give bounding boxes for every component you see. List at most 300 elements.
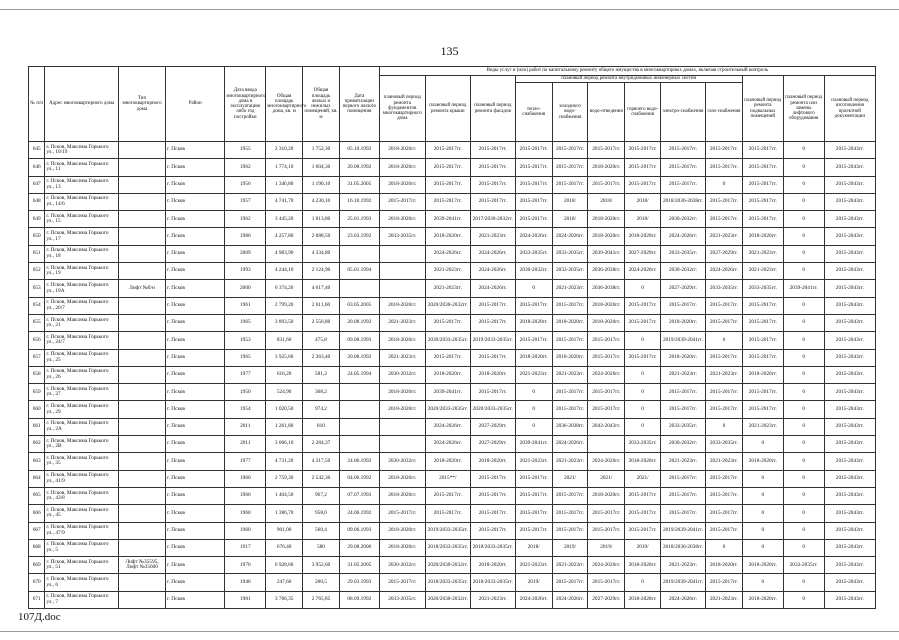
table-row [29,505,876,522]
row-basement: 0 [742,522,783,539]
row-sewer: 2024-2026гг. [588,557,625,574]
row-roof: 2021-2023гг. [425,280,470,297]
row-heat: 0 [515,401,552,418]
row-cold-water: 2015-2017гг. [552,505,588,522]
row-facade: 2015-2017гг. [470,176,515,193]
row-project-docs: 2015-2043гг. [824,142,875,159]
row-heat: 2015-2017гг. [515,332,552,349]
row-foundation: 2018-2020гг. [379,470,425,487]
row-total-area: 2 310,20 [266,142,303,159]
row-facade: 2024-2026гг. [470,245,515,262]
row-elevator: 0 [783,401,824,418]
row-living-area: 368,2 [303,384,340,401]
row-facade: 2024-2026гг. [470,280,515,297]
page-number: 135 [440,44,459,58]
row-total-area: 6 928,60 [266,557,303,574]
row-foundation: 2021-2023гг. [379,349,425,366]
row-electric: 2024-2026гг. [661,591,706,608]
row-district: г. Псков [166,211,225,228]
row-elevator: 2039-2041гг. [783,280,824,297]
row-facade: 2018-2020гг. [470,453,515,470]
row-elevator: 0 [783,193,824,210]
row-year: 1981 [225,591,266,608]
header-num: № п/п [29,67,45,142]
row-address: г. Псков, Максима Горького ул., 18 [45,245,119,262]
header-engineering-title: плановый период ремонта внутридомовых инженерных систем [515,76,742,83]
row-hot-water: 2018/ [625,193,661,210]
row-address: г. Псков, Максима Горького ул., 29 [45,401,119,418]
row-project-docs: 2015-2043гг. [824,557,875,574]
row-elevator: 0 [783,332,824,349]
row-total-area: 1 346,80 [266,176,303,193]
row-project-docs: 2015-2043гг. [824,193,875,210]
row-privatization-date: 20.08.1992 [339,314,379,331]
row-total-area: 3 066,10 [266,436,303,453]
table-row [29,263,876,280]
row-heat: 2033-2035гг. [515,245,552,262]
row-address: г. Псков, Максима Горького ул., 27 [45,384,119,401]
row-elevator: 0 [783,487,824,504]
row-electric: 2015-2017гг. [661,401,706,418]
row-heat: 2015-2017гг. [515,522,552,539]
row-cold-water: 2015-2017гг. [552,142,588,159]
row-gas: 2015-2017гг. [706,159,743,176]
header-living-area: Общая площадь жилых и нежилых помещений, кв. м [303,67,340,142]
row-address: г. Псков, Максима Горького ул., 45 [45,505,119,522]
row-elevator: 0 [783,159,824,176]
row-roof: 2018-2020гг. [425,453,470,470]
row-year: 1965 [225,349,266,366]
row-sewer: 2024-2026гг. [588,453,625,470]
row-address: г. Псков, Максима Горького ул., 26 [45,366,119,383]
row-number: 646 [29,159,45,176]
row-heat: 0 [515,384,552,401]
row-total-area: 4 731,20 [266,453,303,470]
row-gas: 2015-2017гг. [706,349,743,366]
row-house-type [119,487,166,504]
row-sewer: 2042-2043гг. [588,418,625,435]
row-roof: 2018-2020гг. [425,366,470,383]
row-address: г. Псков, Максима Горького ул., 47/9 [45,522,119,539]
row-elevator: 0 [783,366,824,383]
row-foundation: 2018-2020гг. [379,332,425,349]
header-planned-foundation: плановый период ремонта фундаментов многоквартирного дома [379,76,425,142]
row-heat: 2018-2020гг. [515,349,552,366]
row-number: 660 [29,401,45,418]
row-cold-water: 2018/ [552,211,588,228]
row-house-type [119,436,166,453]
row-roof: 2015**/ [425,470,470,487]
row-gas: 0 [706,418,743,435]
row-hot-water: 2021/ [625,470,661,487]
row-house-type [119,574,166,591]
row-facade: 2015-2017гг. [470,505,515,522]
row-facade: 2021-2023гг. [470,591,515,608]
header-type: Тип многоквартирного дома [119,67,166,142]
row-electric: 2018-2020гг. [661,349,706,366]
table-row [29,297,876,314]
row-facade: 2015-2017гг. [470,522,515,539]
row-number: 664 [29,470,45,487]
row-cold-water: 2021-2023гг. [552,557,588,574]
row-basement: 2018-2020гг. [742,591,783,608]
row-year: 1977 [225,366,266,383]
row-electric: 2015-2017гг. [661,159,706,176]
row-elevator: 0 [783,436,824,453]
row-hot-water: 2018-2020гг. [625,453,661,470]
row-district: г. Псков [166,453,225,470]
row-year: 1946 [225,574,266,591]
row-district: г. Псков [166,332,225,349]
row-electric: 2030-2032гг. [661,263,706,280]
row-year: 1956 [225,176,266,193]
row-living-area: 560,4 [303,522,340,539]
row-cold-water: 2018/ [552,193,588,210]
row-district: г. Псков [166,574,225,591]
row-total-area: 2 799,20 [266,297,303,314]
row-hot-water: 2018-2020гг. [625,228,661,245]
row-basement: 2021-2023гг. [742,263,783,280]
row-basement: 2021-2023гг. [742,245,783,262]
row-house-type [119,591,166,608]
table-row [29,349,876,366]
row-total-area: 1 261,80 [266,418,303,435]
row-foundation: 2030-2032гг. [379,366,425,383]
row-privatization-date: 31.05.2005 [339,176,379,193]
row-house-type [119,522,166,539]
row-living-area: 3 952,60 [303,557,340,574]
row-heat: 2021-2023гг. [515,366,552,383]
row-cold-water: 2024-2026гг. [552,228,588,245]
row-hot-water: 0 [625,332,661,349]
row-project-docs: 2015-2043гг. [824,228,875,245]
row-facade: 2015-2017гг. [470,159,515,176]
row-project-docs: 2015-2043гг. [824,436,875,453]
row-roof: 2020/2030-2032гг. [425,297,470,314]
row-project-docs: 2015-2043гг. [824,245,875,262]
row-privatization-date: 05.10.1992 [339,142,379,159]
row-total-area: 247,60 [266,574,303,591]
row-project-docs: 2015-2043гг. [824,384,875,401]
row-roof: 2020/2030-2032гг. [425,557,470,574]
row-total-area: 3 893,50 [266,314,303,331]
row-living-area: 200,5 [303,574,340,591]
row-number: 654 [29,297,45,314]
row-facade: 2015-2017гг. [470,314,515,331]
row-privatization-date [339,401,379,418]
row-heat: 2015-2017гг. [515,297,552,314]
header-address: Адрес многоквартирного дома [45,67,119,142]
row-privatization-date: 25.01.1993 [339,211,379,228]
row-heat: 2021-2023гг. [515,453,552,470]
row-basement: 2015-2017гг. [742,384,783,401]
row-district: г. Псков [166,487,225,504]
row-district: г. Псков [166,297,225,314]
row-basement: 2015-2017гг. [742,193,783,210]
row-gas: 2015-2017гг. [706,574,743,591]
row-sewer: 2018-2020гг. [588,159,625,176]
row-house-type [119,263,166,280]
row-address: г. Псков, Максима Горького ул., 5 [45,539,119,556]
row-sewer: 2015-2017гг. [588,349,625,366]
row-total-area: 1 774,10 [266,159,303,176]
row-electric: 2030-2032гг. [661,436,706,453]
row-project-docs: 2015-2043гг. [824,539,875,556]
row-cold-water: 2015-2017гг. [552,487,588,504]
row-number: 645 [29,142,45,159]
row-sewer: 2039-2041гг. [588,245,625,262]
row-living-area: 2 765,85 [303,591,340,608]
row-hot-water: 2027-2029гг. [625,245,661,262]
row-year: 2011 [225,418,266,435]
header-privatization-date: Дата приватизации первого жилого помещения [339,67,379,142]
row-gas: 2033-2035гг. [706,280,743,297]
row-house-type [119,453,166,470]
row-project-docs: 2015-2043гг. [824,418,875,435]
row-address: г. Псков, Максима Горького ул., 6 [45,574,119,591]
row-house-type [119,366,166,383]
row-elevator: 0 [783,263,824,280]
row-total-area: 2 759,30 [266,470,303,487]
row-address: г. Псков, Максима Горького ул., 21 [45,314,119,331]
row-district: г. Псков [166,176,225,193]
row-basement: 0 [742,487,783,504]
row-gas: 2015-2017гг. [706,211,743,228]
row-house-type [119,176,166,193]
row-district: г. Псков [166,142,225,159]
header-project-docs: плановый период изготовления проектной документации [824,76,875,142]
row-elevator: 0 [783,314,824,331]
row-electric: 2018/2036-2038гг. [661,539,706,556]
row-basement: 2018-2020гг. [742,453,783,470]
row-foundation [379,418,425,435]
row-living-area: 2 284,37 [303,436,340,453]
table-row [29,487,876,504]
row-privatization-date: 16.10.1992 [339,193,379,210]
row-project-docs: 2015-2043гг. [824,591,875,608]
row-district: г. Псков [166,539,225,556]
row-roof: 2024-2026гг. [425,245,470,262]
row-hot-water: 2015-2017гг. [625,159,661,176]
row-privatization-date: 24.06.1992 [339,453,379,470]
row-district: г. Псков [166,384,225,401]
row-foundation: 2015-2017гг. [379,193,425,210]
row-sewer: 2015-2017гг. [588,384,625,401]
row-electric: 2015-2017гг. [661,470,706,487]
scan-top-line [0,9,899,10]
row-year: 1962 [225,211,266,228]
table-row [29,591,876,608]
row-electric: 2015-2017гг. [661,142,706,159]
row-total-area: 524,90 [266,384,303,401]
row-year: 1993 [225,263,266,280]
row-hot-water: 2018-2020гг. [625,557,661,574]
row-living-area: 2 611,60 [303,297,340,314]
row-cold-water: 2033-2035гг. [552,263,588,280]
row-electric: 2021-2023гг. [661,366,706,383]
row-facade: 2018/2033-2035гг. [470,539,515,556]
row-cold-water: 2021-2023гг. [552,366,588,383]
row-number: 653 [29,280,45,297]
row-heat: 2015-2017гг. [515,470,552,487]
row-address: г. Псков, Максима Горького ул., 11 [45,159,119,176]
row-foundation: 2033-2035гг. [379,228,425,245]
row-living-area: 475,8 [303,332,340,349]
row-cold-water: 2015-2017гг. [552,384,588,401]
row-total-area: 4 244,10 [266,263,303,280]
row-privatization-date: 07.07.1993 [339,487,379,504]
header-heat: тепло-снабжения [515,83,552,142]
row-address: г. Псков, Максима Горького ул., 24/7 [45,332,119,349]
header-planned-facade: плановый период ремонта фасадов [470,76,515,142]
table-row [29,159,876,176]
row-basement: 0 [742,505,783,522]
row-house-type [119,245,166,262]
row-house-type [119,332,166,349]
row-sewer: 2015-2017гг. [588,176,625,193]
row-hot-water: 2015-2017гг. [625,297,661,314]
table-row [29,193,876,210]
row-electric: 2019/2039-2041гг. [661,522,706,539]
row-address: г. Псков, Максима Горького ул., 15 [45,211,119,228]
row-number: 669 [29,557,45,574]
row-privatization-date: 04.06.1992 [339,470,379,487]
row-year: 1965 [225,314,266,331]
row-heat: 2039-2041гг. [515,436,552,453]
row-basement: 2015-2017гг. [742,314,783,331]
row-total-area: 4 983,90 [266,245,303,262]
row-basement: 2015-2017гг. [742,142,783,159]
row-elevator: 0 [783,539,824,556]
row-heat: 2015-2017гг. [515,142,552,159]
row-facade: 2015-2017гг. [470,349,515,366]
row-electric: 2015-2017гг. [661,505,706,522]
row-sewer: 2021/ [588,470,625,487]
row-living-area: 4 317,50 [303,453,340,470]
row-cold-water: 2015-2017гг. [552,332,588,349]
row-heat: 2019/ [515,574,552,591]
row-address: г. Псков, Максима Горького ул., 7 [45,591,119,608]
row-house-type [119,314,166,331]
row-roof: 2018/2033-2035гг. [425,539,470,556]
row-heat: 2015-2017гг. [515,487,552,504]
header-elevator: плановый период ремонта или замены лифтового оборудования [783,76,824,142]
row-year: 1917 [225,539,266,556]
table-row [29,539,876,556]
row-sewer: 2018-2020гг. [588,487,625,504]
row-project-docs: 2015-2043гг. [824,522,875,539]
table-row [29,314,876,331]
row-privatization-date: 23.03.1992 [339,228,379,245]
row-heat: 2018/ [515,539,552,556]
row-electric: 2019/2039-2041гг. [661,574,706,591]
row-facade: 2015-2017гг. [470,297,515,314]
row-project-docs: 2015-2043гг. [824,505,875,522]
row-facade: 2015-2017гг. [470,384,515,401]
row-sewer: 2015-2017гг. [588,505,625,522]
row-district: г. Псков [166,263,225,280]
table-row [29,384,876,401]
row-gas: 2015-2017гг. [706,505,743,522]
row-elevator: 2033-2035гг. [783,557,824,574]
row-hot-water: 2015-2017гг. [625,487,661,504]
row-cold-water: 2018-2020гг. [552,349,588,366]
row-project-docs: 2015-2043гг. [824,211,875,228]
header-basement: плановый период ремонта подвальных помещений [742,76,783,142]
row-basement: 2015-2017гг. [742,297,783,314]
row-basement: 2018-2020гг. [742,557,783,574]
row-living-area: 2 556,80 [303,314,340,331]
row-number: 652 [29,263,45,280]
row-year: 2000 [225,280,266,297]
row-cold-water: 2033-2035гг. [552,245,588,262]
table-row [29,574,876,591]
row-year: 1977 [225,453,266,470]
row-gas: 2027-2029гг. [706,245,743,262]
row-gas: 2024-2026гг. [706,263,743,280]
row-number: 650 [29,228,45,245]
row-foundation: 2018-2020гг. [379,142,425,159]
row-roof: 2015-2017гг. [425,142,470,159]
row-sewer: 2027-2029гг. [588,591,625,608]
row-sewer: 2036-2038гг. [588,280,625,297]
row-basement: 2021-2023гг. [742,418,783,435]
row-electric: 2021-2023гг. [661,453,706,470]
row-elevator: 0 [783,574,824,591]
row-house-type [119,142,166,159]
row-gas: 2015-2017гг. [706,522,743,539]
row-address: г. Псков, Максима Горького ул., 19А [45,280,119,297]
row-project-docs: 2015-2043гг. [824,159,875,176]
row-privatization-date: 24.06.1992 [339,505,379,522]
row-hot-water: 0 [625,280,661,297]
row-number: 655 [29,314,45,331]
table-row [29,401,876,418]
row-year: 1957 [225,193,266,210]
row-year: 1962 [225,159,266,176]
row-basement: 2015-2017гг. [742,332,783,349]
row-facade: 2018/2033-2035гг. [470,574,515,591]
row-total-area: 1 020,50 [266,401,303,418]
row-number: 651 [29,245,45,262]
row-living-area: 1 813,80 [303,211,340,228]
row-elevator: 0 [783,142,824,159]
row-foundation: 2015-2017гг. [379,505,425,522]
row-living-area: 2 124,90 [303,263,340,280]
row-facade: 2018-2020гг. [470,366,515,383]
repair-schedule-table-wrapper [28,66,876,605]
row-privatization-date [339,245,379,262]
row-roof: 2015-2017гг. [425,487,470,504]
row-living-area: 1 190,10 [303,176,340,193]
row-living-area: 1 752,30 [303,142,340,159]
row-cold-water: 2024-2026гг. [552,436,588,453]
row-number: 665 [29,487,45,504]
row-house-type: Лифт №35595, Лифт №35600 [119,557,166,574]
row-gas: 2021-2023гг. [706,228,743,245]
row-total-area: 676,40 [266,539,303,556]
row-living-area: 580 [303,539,340,556]
row-hot-water: 2033-2035гг. [625,436,661,453]
row-address: г. Псков, Максима Горького ул., 51 [45,557,119,574]
row-sewer: 2015-2017гг. [588,401,625,418]
row-address: г. Псков, Максима Горького ул., 13 [45,176,119,193]
row-privatization-date [339,280,379,297]
row-living-area: 958,6 [303,505,340,522]
row-project-docs: 2015-2043гг. [824,176,875,193]
row-heat: 2015-2017гг. [515,193,552,210]
row-project-docs: 2015-2043гг. [824,487,875,504]
